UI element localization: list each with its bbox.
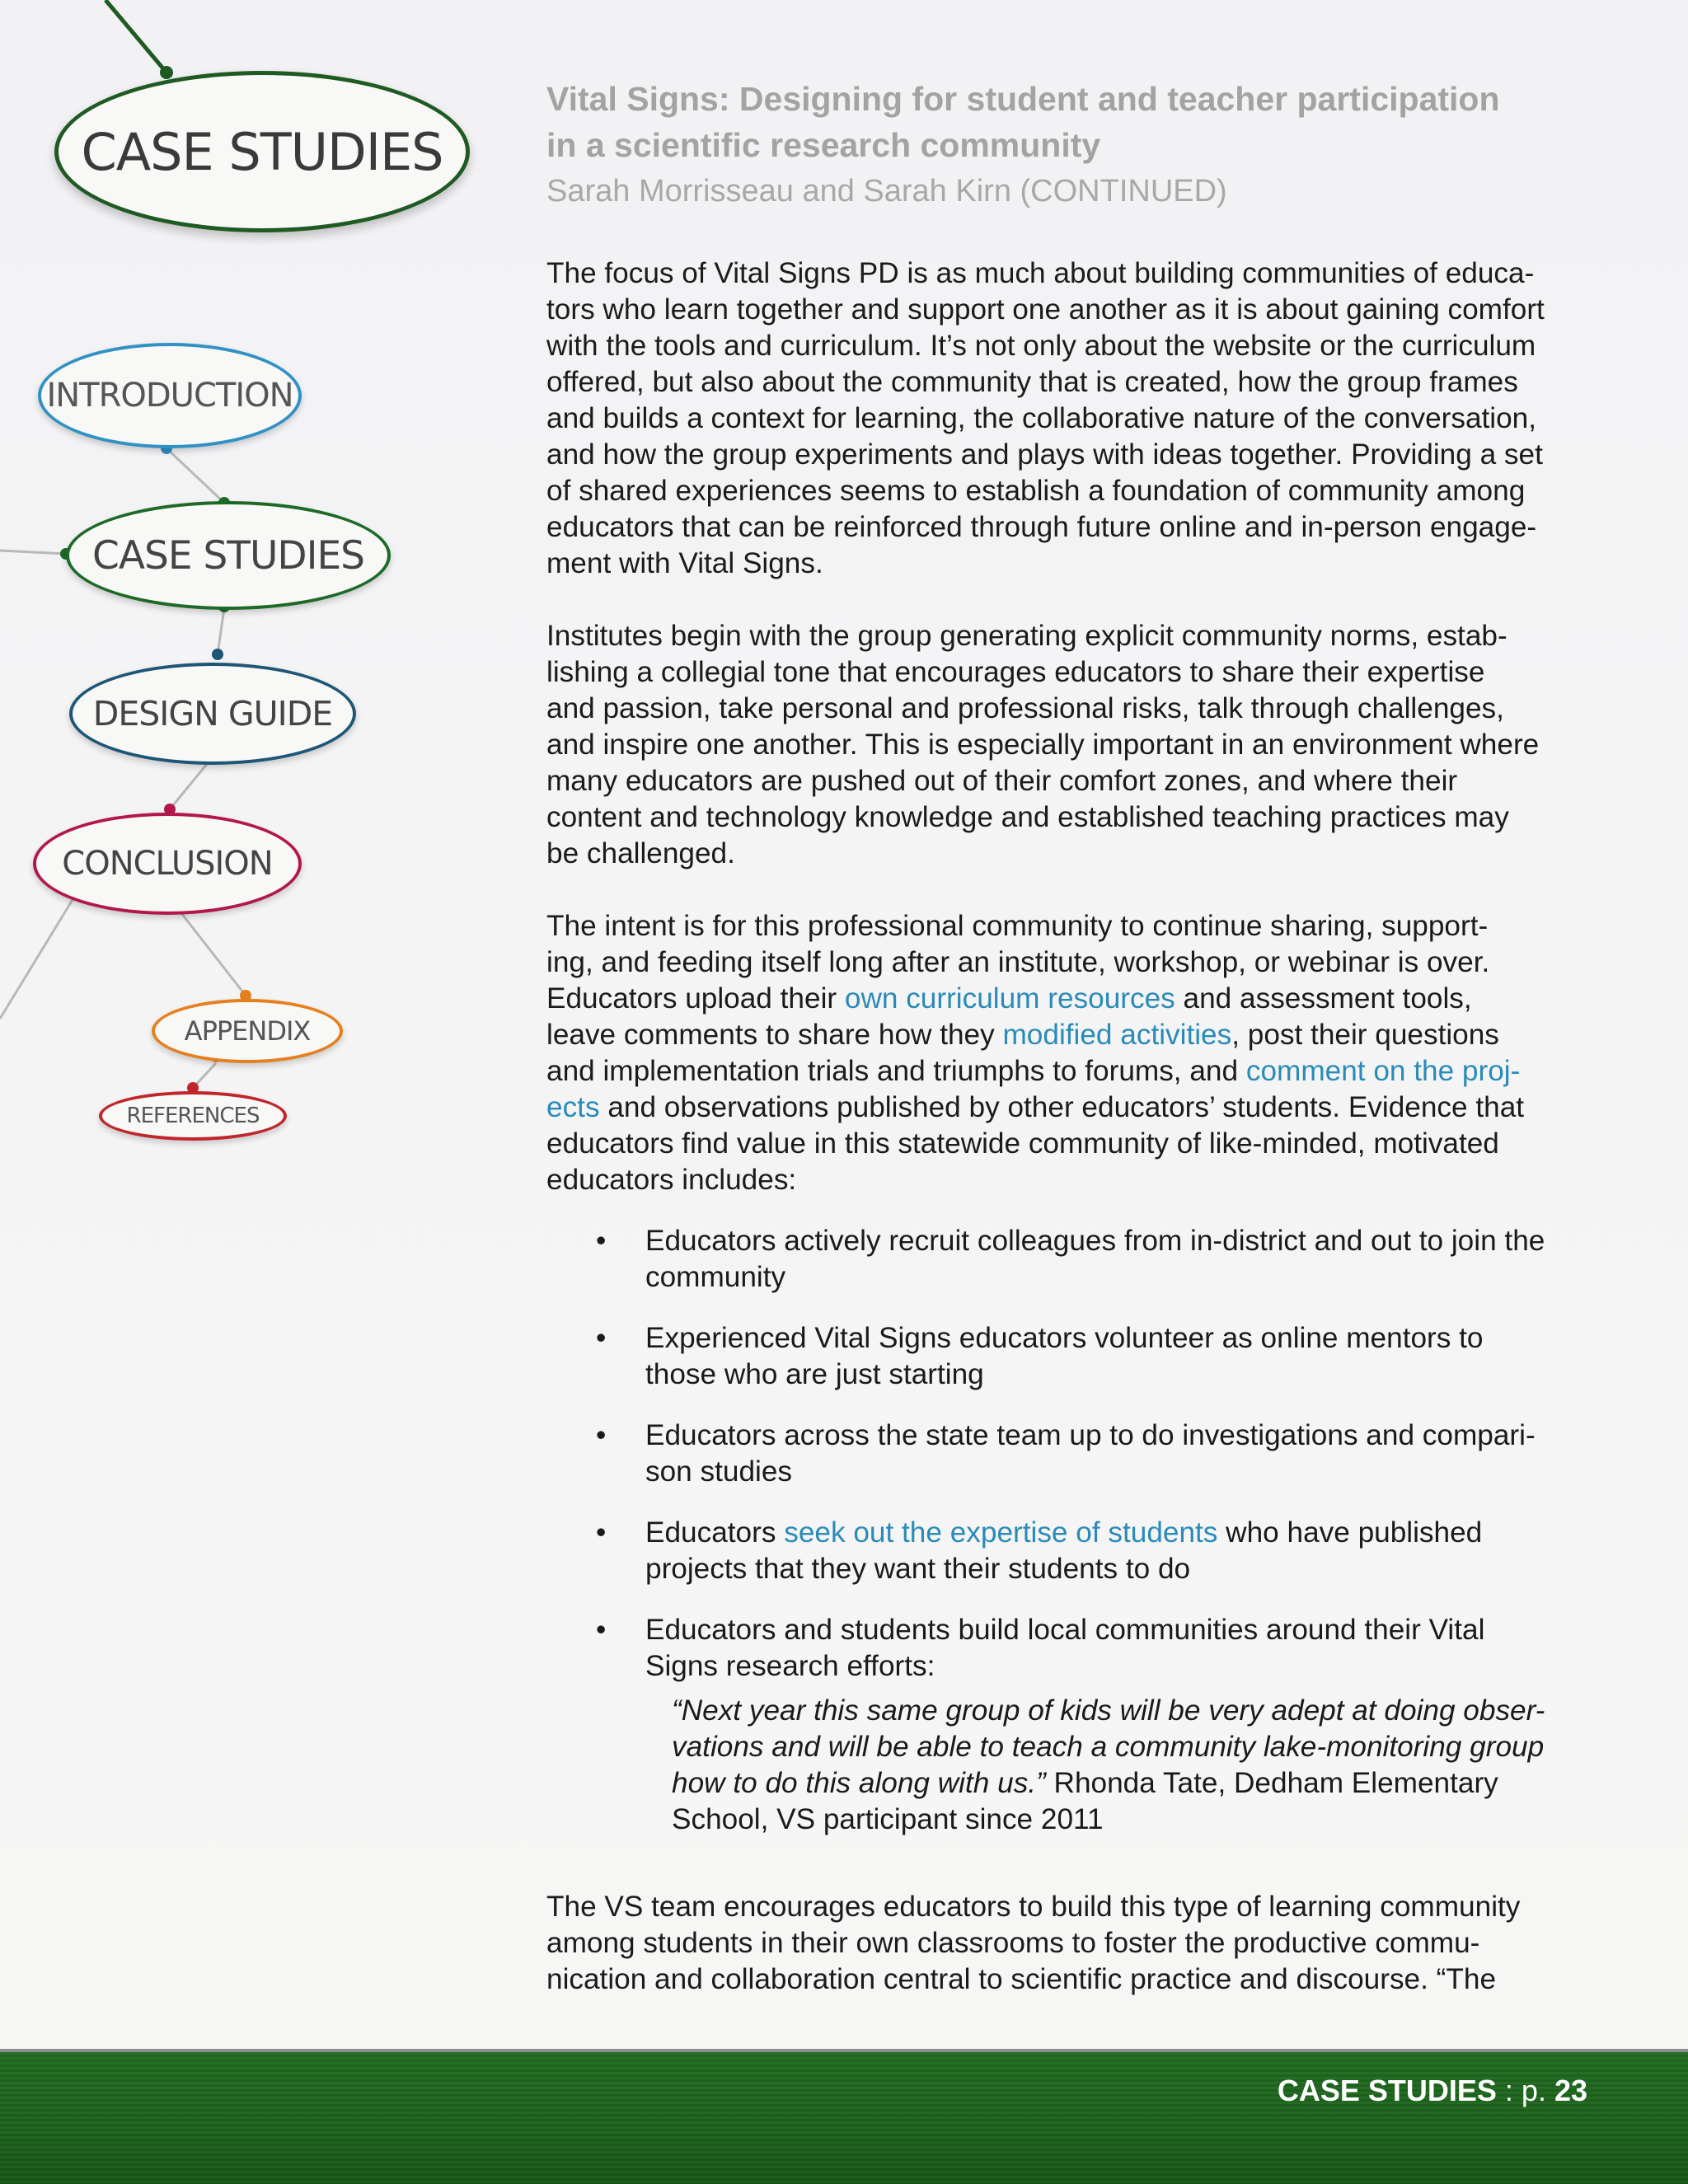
nav-case-studies[interactable]: CASE STUDIES [66, 501, 391, 610]
title-line: in a scientific research community [546, 126, 1101, 164]
text-span: leave comments to share how they [546, 1019, 1003, 1051]
list-item [596, 1223, 1603, 1296]
nav-conclusion[interactable]: CONCLUSION [33, 813, 302, 915]
nav-references[interactable]: REFERENCES [99, 1091, 287, 1141]
list-item [596, 1320, 1603, 1393]
text-line: and how the group experiments and plays with ideas together. Providing a set [546, 438, 1543, 471]
text-line: and builds a context for learning, the collaborative nature of the conversation, [546, 402, 1537, 434]
text-line: be challenged. [546, 837, 735, 869]
article [546, 76, 1603, 2034]
text-line [672, 1765, 1603, 1802]
nav-design-guide[interactable]: DESIGN GUIDE [69, 663, 356, 765]
quote-text: “Next year this same group of kids will be very adept at doing obser- [672, 1694, 1545, 1727]
text-line: ment with Vital Signs. [546, 547, 823, 579]
text-line: educators includes: [546, 1164, 797, 1196]
text-line: Experienced Vital Signs educators volunteer as online mentors to [645, 1322, 1484, 1354]
text-line: son studies [645, 1455, 792, 1488]
text-line: content and technology knowledge and established teaching practices may [546, 801, 1509, 833]
text-line: The VS team encourages educators to build this type of learning community [546, 1891, 1521, 1923]
text-line: projects that they want their students to do [645, 1553, 1191, 1585]
text-line: with the tools and curriculum. It’s not only about the website or the curriculum [546, 330, 1536, 362]
text-line: Signs research efforts: [645, 1650, 935, 1682]
article-title [546, 76, 1603, 168]
bullet-icon: • [596, 1614, 607, 1646]
footer-section: CASE STUDIES [1277, 2074, 1497, 2107]
text-line: and passion, take personal and professional risks, talk through challenges, [546, 692, 1504, 724]
page-number: 23 [1554, 2074, 1587, 2107]
footer-separator: : p. [1496, 2074, 1554, 2107]
text-line: and inspire one another. This is especially important in an environment where [546, 729, 1540, 761]
list-item [596, 1418, 1603, 1490]
text-line: educators that can be reinforced through future online and in-person engage- [546, 511, 1537, 543]
text-span: and observations published by other educators’ students. Evidence that [599, 1091, 1525, 1123]
bullet-icon: • [596, 1322, 607, 1354]
text-line: lishing a collegial tone that encourages educators to share their expertise [546, 656, 1485, 688]
link-own-curriculum-resources[interactable]: own curriculum resources [844, 982, 1175, 1015]
section-header-badge: CASE STUDIES [54, 71, 470, 232]
bullet-icon: • [596, 1419, 607, 1451]
quote-text: how to do this along with us.” [672, 1767, 1046, 1799]
text-span: who have published [1217, 1516, 1483, 1549]
text-span: Educators [645, 1516, 785, 1549]
title-line: Vital Signs: Designing for student and teacher participation [546, 80, 1500, 118]
text-line [672, 1729, 1603, 1765]
article-authors: Sarah Morrisseau and Sarah Kirn (CONTINUED) [546, 174, 1227, 209]
nav-introduction[interactable]: INTRODUCTION [38, 343, 302, 448]
evidence-list [596, 1223, 1603, 1685]
link-comment-on-projects-cont[interactable]: ects [546, 1091, 600, 1123]
text-line: Educators across the state team up to do investigations and compari- [645, 1419, 1536, 1451]
text-line [546, 1090, 1603, 1126]
text-line: tors who learn together and support one another as it is about gaining comfort [546, 293, 1545, 326]
text-line: Educators and students build local communities around their Vital [645, 1614, 1485, 1646]
quote-attribution: School, VS participant since 2011 [672, 1803, 1104, 1835]
text-line: Institutes begin with the group generating explicit community norms, estab- [546, 620, 1507, 652]
paragraph-institutes [546, 618, 1603, 872]
link-comment-on-projects[interactable]: comment on the proj- [1245, 1055, 1521, 1087]
bullet-icon: • [596, 1516, 607, 1549]
page-number-label [1278, 2074, 1587, 2108]
link-seek-out-expertise[interactable]: seek out the expertise of students [784, 1516, 1218, 1549]
list-item [596, 1612, 1603, 1685]
bullet-icon: • [596, 1225, 607, 1257]
text-line: offered, but also about the community that is created, how the group frames [546, 366, 1518, 398]
text-span: Educators upload their [546, 982, 845, 1015]
paragraph-intent [546, 908, 1603, 1198]
participant-quote [672, 1693, 1603, 1838]
link-modified-activities[interactable]: modified activities [1002, 1019, 1232, 1051]
paragraph-community-focus [546, 255, 1603, 582]
text-span: and assessment tools, [1175, 982, 1472, 1015]
text-line [645, 1515, 1603, 1551]
text-line [546, 1017, 1603, 1053]
text-line: many educators are pushed out of their comfort zones, and where their [546, 765, 1458, 797]
text-line [546, 1053, 1603, 1090]
text-line: nication and collaboration central to scientific practice and discourse. “The [546, 1963, 1497, 1995]
nav-appendix[interactable]: APPENDIX [152, 999, 343, 1063]
text-line: Educators actively recruit colleagues from in-district and out to join the [645, 1225, 1545, 1257]
quote-text: vations and will be able to teach a community lake-monitoring group [672, 1731, 1545, 1763]
text-span: , post their questions [1231, 1019, 1499, 1051]
paragraph-vs-team [546, 1889, 1603, 1998]
text-line: among students in their own classrooms to foster the productive commu- [546, 1927, 1480, 1959]
text-line: The focus of Vital Signs PD is as much about building communities of educa- [546, 257, 1535, 289]
text-line [546, 981, 1603, 1017]
text-span: and implementation trials and triumphs to forums, and [546, 1055, 1246, 1087]
text-line: ing, and feeding itself long after an institute, workshop, or webinar is over. [546, 946, 1490, 978]
quote-attribution: Rhonda Tate, Dedham Elementary [1045, 1767, 1498, 1799]
text-line: educators find value in this statewide community of like-minded, motivated [546, 1127, 1499, 1160]
text-line: those who are just starting [645, 1358, 984, 1390]
text-line: of shared experiences seems to establish a foundation of community among [546, 475, 1526, 507]
page-footer [0, 2049, 1688, 2184]
text-line: The intent is for this professional community to continue sharing, support- [546, 910, 1489, 942]
list-item [596, 1515, 1603, 1587]
text-line [672, 1693, 1603, 1729]
text-line: community [645, 1261, 786, 1293]
